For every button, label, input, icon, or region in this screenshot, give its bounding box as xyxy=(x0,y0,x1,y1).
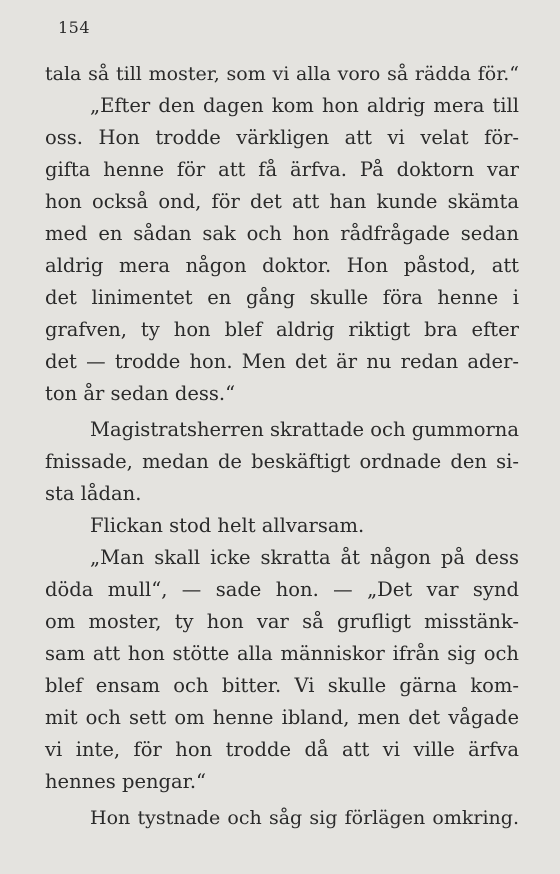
text-line: vi inte, för hon trodde då att vi ville ärfva xyxy=(45,738,519,761)
text-line: aldrig mera någon doktor. Hon påstod, att xyxy=(45,254,519,277)
text-line: det — trodde hon. Men det är nu redan ader- xyxy=(45,350,519,373)
text-line: gifta henne för att få ärfva. På doktorn var xyxy=(45,158,519,181)
text-line: Magistratsherren skrattade och gummorna xyxy=(90,418,519,441)
text-line: hennes pengar.“ xyxy=(45,770,206,793)
text-line: sta lådan. xyxy=(45,482,142,505)
text-line: Hon tystnade och såg sig förlägen omkring. xyxy=(90,807,519,829)
text-line: tala så till moster, som vi alla voro så rädda för.“ xyxy=(45,63,519,85)
text-line: sam att hon stötte alla människor ifrån sig och xyxy=(45,642,519,665)
text-line: „Efter den dagen kom hon aldrig mera till xyxy=(90,94,519,117)
text-line: med en sådan sak och hon rådfrågade sedan xyxy=(45,222,519,245)
text-line: blef ensam och bitter. Vi skulle gärna kom- xyxy=(45,674,519,697)
text-line: oss. Hon trodde värkligen att vi velat för- xyxy=(45,126,519,149)
text-line: mit och sett om henne ibland, men det vågade xyxy=(45,706,519,729)
text-line: „Man skall icke skratta åt någon på dess xyxy=(90,546,519,569)
text-line: ton år sedan dess.“ xyxy=(45,382,236,405)
page-number: 154 xyxy=(58,18,91,37)
text-line: Flickan stod helt allvarsam. xyxy=(90,514,365,537)
text-line: döda mull“, — sade hon. — „Det var synd xyxy=(45,578,519,601)
text-line: hon också ond, för det att han kunde skämta xyxy=(45,190,519,213)
text-line: det linimentet en gång skulle föra henne i xyxy=(45,286,519,309)
text-line: fnissade, medan de beskäftigt ordnade den si- xyxy=(45,450,519,473)
text-line: grafven, ty hon blef aldrig riktigt bra efter xyxy=(45,318,519,341)
text-line: om moster, ty hon var så grufligt misstänk- xyxy=(45,610,519,633)
